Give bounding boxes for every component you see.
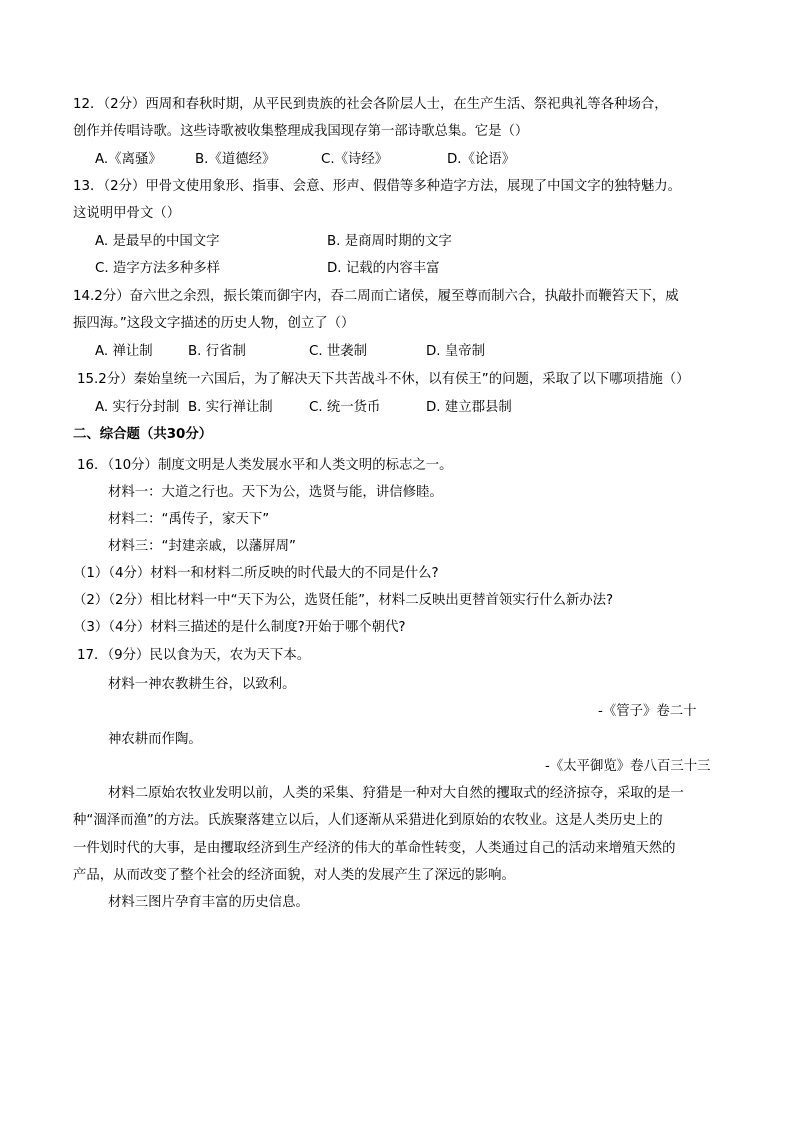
q15-option-c: C. 统一货币 — [309, 400, 381, 415]
q16-sub-3: （3）（4分）材料三描述的是什么制度?开始于哪个朝代? — [73, 620, 406, 635]
q12-option-b: B.《道德经》 — [195, 152, 276, 167]
q16-stem: 16．（10分）制度文明是人类发展水平和人类文明的标志之一。 — [77, 458, 453, 473]
q17-material-2-line4: 产品，从而改变了整个社会的经济面貌，对人类的发展产生了深远的影响。 — [73, 868, 515, 883]
q16-material-2: 材料二：“禹传子，家天下” — [108, 512, 270, 527]
q14-option-d: D. 皇帝制 — [426, 344, 485, 359]
q13-option-d: D. 记载的内容丰富 — [327, 261, 440, 276]
q17-source-1a: -《管子》卷二十 — [598, 704, 697, 719]
q15-option-d: D. 建立郡县制 — [426, 400, 512, 415]
q12-option-d: D.《论语》 — [447, 152, 516, 167]
q15-option-a: A. 实行分封制 — [95, 400, 180, 415]
q17-material-2-line3: 一件划时代的大事，是由攫取经济到生产经济的伟大的革命性转变，人类通过自己的活动来增殖天然的 — [73, 841, 676, 856]
q17-material-2-line2: 种“涸泽而渔”的方法。氏族聚落建立以后，人们逐渐从采猎进化到原始的农牧业。这是人类历史上的 — [73, 813, 663, 828]
q17-material-2-line1: 材料二原始农牧业发明以前，人类的采集、狩猎是一种对大自然的攫取式的经济掠夺，采取的是一 — [108, 786, 684, 801]
q16-material-3: 材料三：“封建亲戚，以藩屏周” — [108, 539, 296, 554]
q12-option-c: C.《诗经》 — [321, 152, 389, 167]
q13-line1: 13．（2分）甲骨文使用象形、指事、会意、形声、假借等多种造字方法，展现了中国文字的独特魅力。 — [73, 179, 682, 194]
q17-source-1b: -《太平御览》卷八百三十三 — [545, 759, 711, 774]
q14-line2: 振四海。”这段文字描述的历史人物，创立了（） — [73, 316, 355, 331]
q12-option-a: A.《离骚》 — [95, 152, 162, 167]
q17-material-3: 材料三图片孕育丰富的历史信息。 — [108, 895, 309, 910]
q15-line1: 15.2分）秦始皇统一六国后，为了解决天下共苦战斗不休，以有侯王”的问题，采取了以下哪项措施（） — [77, 372, 690, 387]
q17-material-1a: 材料一神农教耕生谷，以致利。 — [108, 677, 296, 692]
q13-line2: 这说明甲骨文（） — [73, 206, 181, 221]
q14-option-c: C. 世袭制 — [309, 344, 368, 359]
q13-option-c: C. 造字方法多种多样 — [95, 261, 220, 276]
section-title: 二、综合题（共30分） — [73, 427, 213, 442]
q14-option-b: B. 行省制 — [188, 344, 246, 359]
q14-option-a: A. 禅让制 — [95, 344, 153, 359]
q12-line2: 创作并传唱诗歌。这些诗歌被收集整理成我国现存第一部诗歌总集。它是（） — [73, 124, 529, 139]
q13-option-b: B. 是商周时期的文字 — [327, 234, 452, 249]
q16-sub-1: （1）（4分）材料一和材料二所反映的时代最大的不同是什么? — [73, 566, 439, 581]
q17-stem: 17．（9分）民以食为天，农为天下本。 — [77, 648, 311, 663]
q13-option-a: A. 是最早的中国文字 — [95, 234, 220, 249]
q16-sub-2: （2）（2分）相比材料一中“天下为公，选贤任能”，材料二反映出更替首领实行什么新办法? — [73, 593, 614, 608]
q17-material-1b: 神农耕而作陶。 — [108, 732, 202, 747]
q16-material-1: 材料一：大道之行也。天下为公，选贤与能，讲信修睦。 — [108, 485, 443, 500]
q15-option-b: B. 实行禅让制 — [188, 400, 273, 415]
q12-line1: 12．（2分）西周和春秋时期，从平民到贵族的社会各阶层人士，在生产生活、祭祀典礼等各种场合， — [73, 97, 668, 112]
q14-line1: 14.2分）奋六世之余烈，振长策而御宇内，吞二周而亡诸侯，履至尊而制六合，执敲扑而鞭笞天下，威 — [73, 289, 679, 304]
